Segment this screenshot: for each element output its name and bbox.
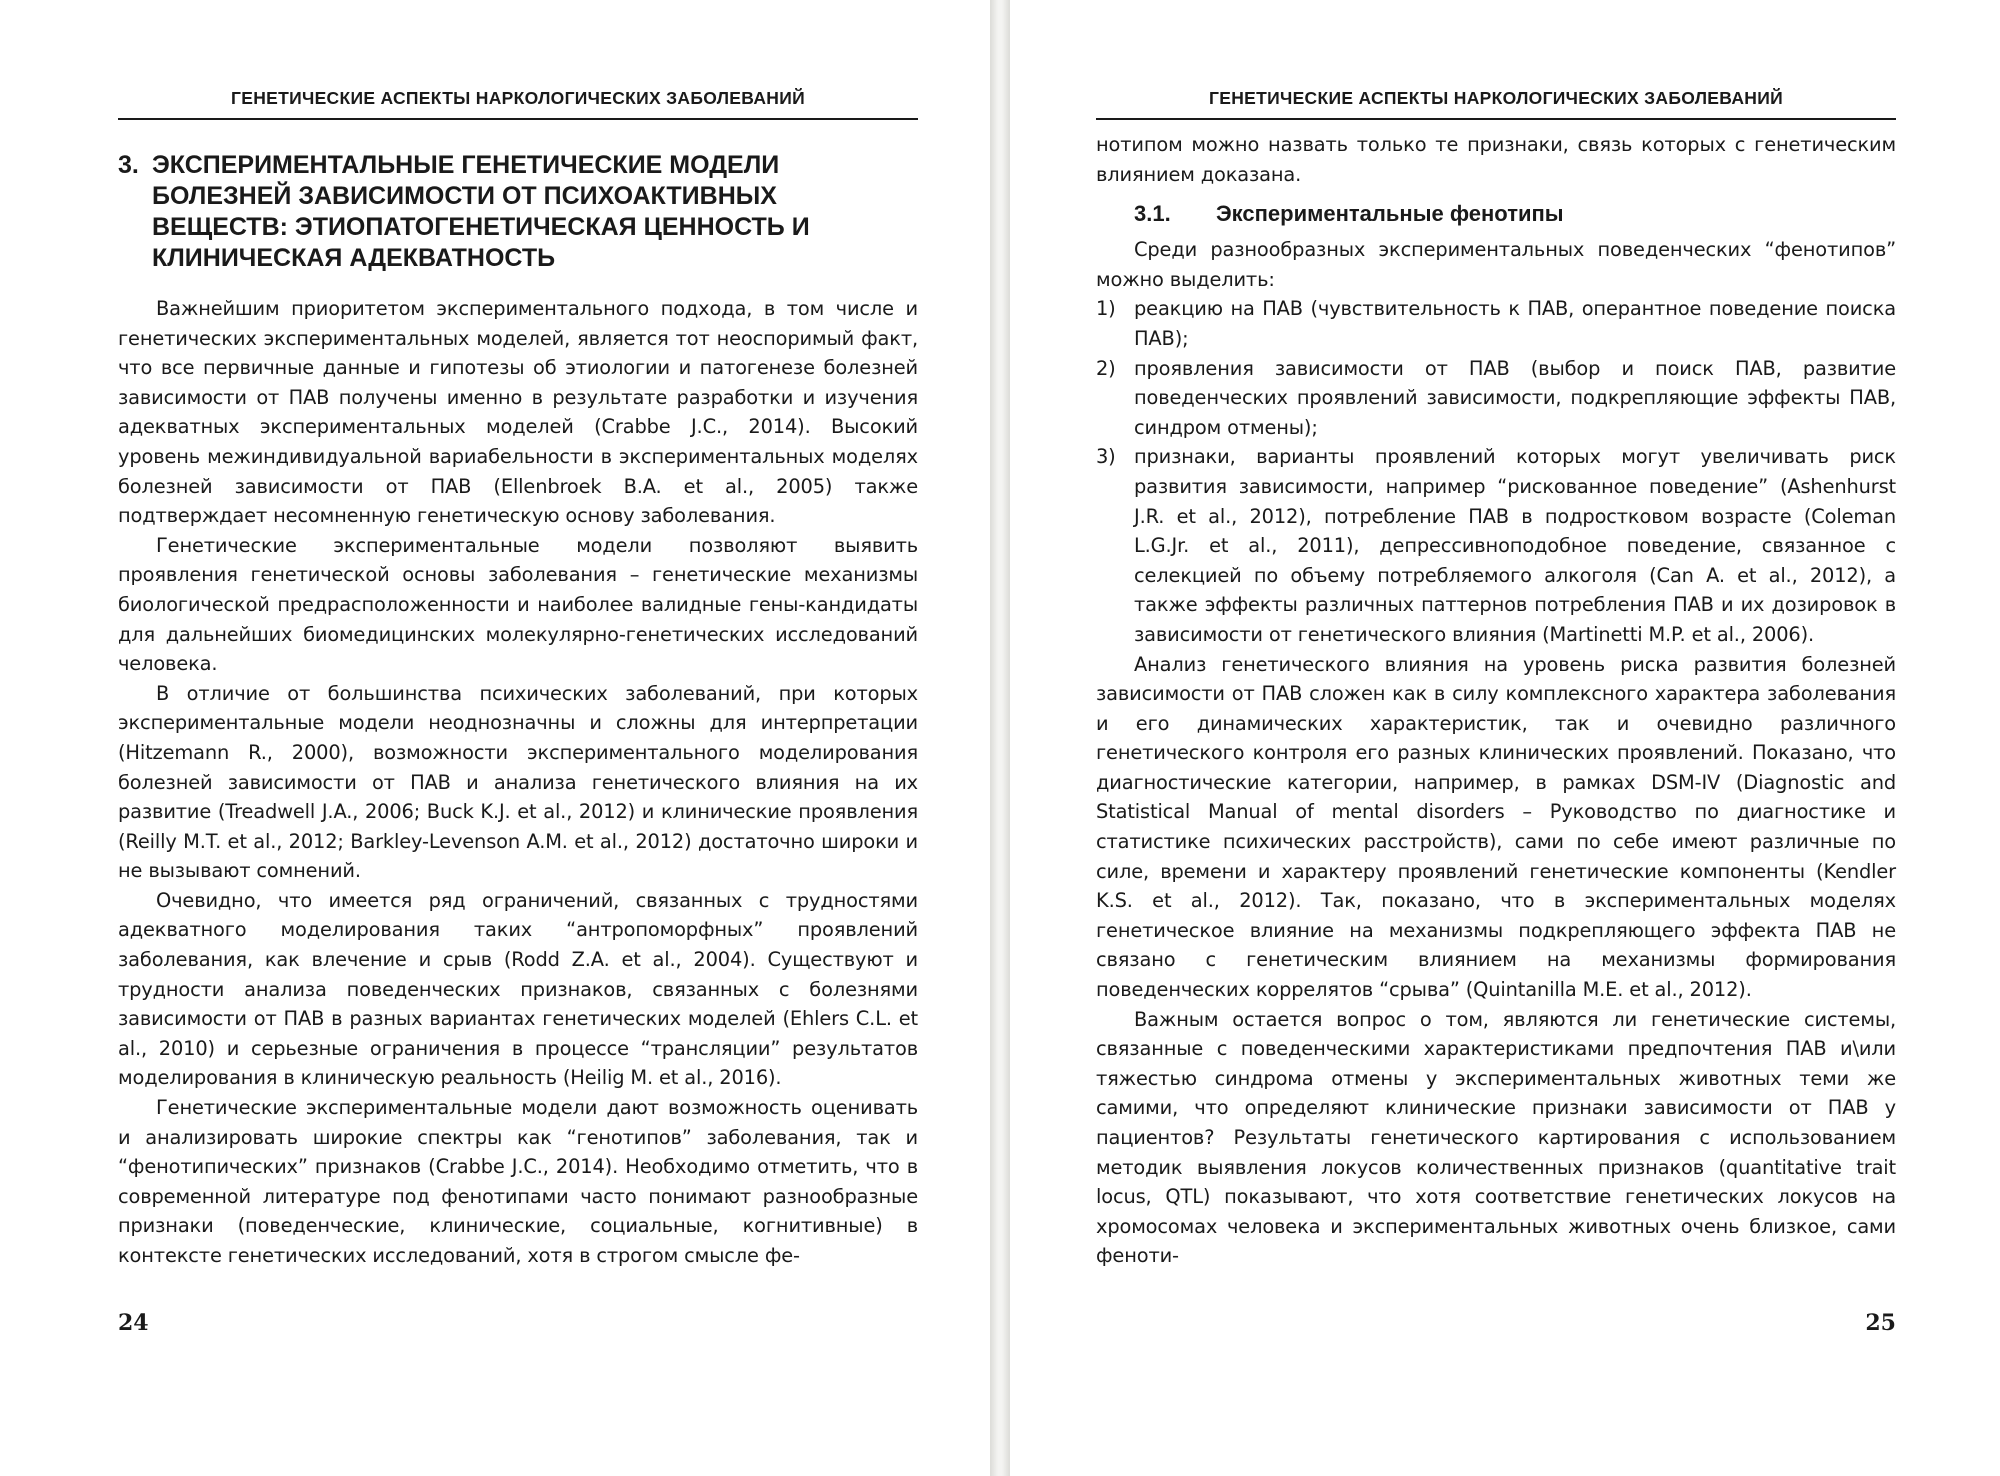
left-body-text <box>118 294 918 1271</box>
right-page <box>1010 0 2000 1476</box>
list-item-text: реакцию на ПАВ (чувствительность к ПАВ, оперантное поведение поиска ПАВ); <box>1134 297 1896 350</box>
chapter-number: 3. <box>118 151 139 179</box>
left-page-content <box>118 88 918 1271</box>
paragraph: Важнейшим приоритетом экспериментального подхода, в том числе и генетических экспериментальных моделей, является тот неоспоримый факт, что все первичные данные и гипотезы об этиологии и патогенезе болезней зависимости от ПАВ получены именно в результате разработки и изучения адекватных экспериментальных моделей (Crabbe J.C., 2014). Высокий уровень межиндивидуальной вариабельности в экспериментальных моделях болезней зависимости от ПАВ (Ellenbroek B.A. et al., 2005) также подтверждает несомненную генетическую основу заболевания. <box>118 297 918 528</box>
running-head: ГЕНЕТИЧЕСКИЕ АСПЕКТЫ НАРКОЛОГИЧЕСКИХ ЗАБОЛЕВАНИЙ <box>1096 88 1896 120</box>
subsection-number: 3.1. <box>1134 201 1171 227</box>
chapter-heading <box>118 150 918 274</box>
list-marker: 3) <box>1096 445 1116 469</box>
page-number: 24 <box>118 1310 149 1336</box>
paragraph: Генетические экспериментальные модели дают возможность оценивать и анализировать широкие спектры как “генотипов” заболевания, так и “фенотипических” признаков (Crabbe J.C., 2014). Необходимо отметить, что в современной литературе под фенотипами часто понимают разнообразные признаки (поведенческие, клинические, социальные, когнитивные) в контексте генетических исследований, хотя в строгом смысле фе- <box>118 1096 918 1267</box>
list-item-text: проявления зависимости от ПАВ (выбор и поиск ПАВ, развитие поведенческих проявлений зависимости, подкрепляющие эффекты ПАВ, синдром отмены); <box>1134 356 1896 439</box>
list-item <box>1096 442 1896 649</box>
list-item <box>1096 294 1896 353</box>
paragraph: Важным остается вопрос о том, являются ли генетические системы, связанные с поведенческими характеристиками предпочтения ПАВ и\или тяжестью синдрома отмены у экспериментальных животных теми же самими, что определяют клинические признаки зависимости от ПАВ у пациентов? Результаты генетического картирования с использованием методик выявления локусов количественных признаков (quantitative trait locus, QTL) показывают, что хотя соответствие генетических локусов на хромосомах человека и экспериментальных животных очень близкое, сами феноти- <box>1096 1007 1896 1268</box>
list-marker: 1) <box>1096 297 1116 321</box>
continuation-text: нотипом можно назвать только те признаки, связь которых с генетическим влиянием доказана. <box>1096 133 1896 186</box>
list-marker: 2) <box>1096 356 1116 380</box>
list-item <box>1096 354 1896 443</box>
subsection-title: Экспериментальные фенотипы <box>1216 201 1564 227</box>
chapter-title: ЭКСПЕРИМЕНТАЛЬНЫЕ ГЕНЕТИЧЕСКИЕ МОДЕЛИ БОЛЕЗНЕЙ ЗАВИСИМОСТИ ОТ ПСИХОАКТИВНЫХ ВЕЩЕСТВ: ЭТИОПАТОГЕНЕТИЧЕСКАЯ ЦЕННОСТЬ И КЛИНИЧЕСКАЯ АДЕКВАТНОСТЬ <box>152 151 810 272</box>
list-item-text: признаки, варианты проявлений которых могут увеличивать риск развития зависимости, например “рискованное поведение” (Ashenhurst J.R. et al., 2012), потребление ПАВ в подростковом возрасте (Coleman L.G.Jr. et al., 2011), депрессивноподобное поведение, связанное с селекцией по объему потребляемого алкоголя (Can A. et al., 2012), а также эффекты различных паттернов потребления ПАВ и их дозировок в зависимости от генетического влияния (Martinetti M.P. et al., 2006). <box>1134 445 1896 646</box>
book-gutter <box>990 0 1010 1476</box>
right-body-list <box>1096 235 1896 1271</box>
paragraph: Анализ генетического влияния на уровень риска развития болезней зависимости от ПАВ сложен как в силу комплексного характера заболевания и его динамических характеристик, так и очевидно различного генетического контроля его разных клинических проявлений. Показано, что диагностические категории, например, в рамках DSM-IV (Diagnostic and Statistical Manual of mental disorders – Руководство по диагностике и статистике психических расстройств), сами по себе имеют различные по силе, времени и характеру проявлений генетические компоненты (Kendler K.S. et al., 2012). Так, показано, что в экспериментальных моделях генетическое влияние на механизмы подкрепляющего эффекта ПАВ не связано с генетическим влиянием на механизмы формирования поведенческих коррелятов “срыва” (Quintanilla M.E. et al., 2012). <box>1096 652 1896 1002</box>
paragraph: Очевидно, что имеется ряд ограничений, связанных с трудностями адекватного моделирования таких “антропоморфных” проявлений заболевания, как влечение и срыв (Rodd Z.A. et al., 2004). Существуют и трудности анализа поведенческих признаков, связанных с болезнями зависимости от ПАВ в разных вариантах генетических моделей (Ehlers C.L. et al., 2010) и серьезные ограничения в процессе “трансляции” результатов моделирования в клиническую реальность (Heilig M. et al., 2016). <box>118 888 918 1090</box>
running-head: ГЕНЕТИЧЕСКИЕ АСПЕКТЫ НАРКОЛОГИЧЕСКИХ ЗАБОЛЕВАНИЙ <box>118 88 918 120</box>
page-number: 25 <box>1865 1310 1896 1336</box>
left-page <box>0 0 990 1476</box>
list-intro: Среди разнообразных экспериментальных поведенческих “фенотипов” можно выделить: <box>1096 238 1896 291</box>
subsection-heading <box>1134 201 1896 227</box>
right-body-text <box>1096 130 1896 189</box>
right-page-content <box>1096 88 1896 1271</box>
paragraph: В отличие от большинства психических заболеваний, при которых экспериментальные модели неоднозначны и сложны для интерпретации (Hitzemann R., 2000), возможности экспериментального моделирования болезней зависимости от ПАВ и анализа генетического влияния на их развитие (Treadwell J.A., 2006; Buck K.J. et al., 2012) и клинические проявления (Reilly M.T. et al., 2012; Barkley-Levenson A.M. et al., 2012) достаточно широки и не вызывают сомнений. <box>118 681 918 883</box>
paragraph: Генетические экспериментальные модели позволяют выявить проявления генетической основы заболевания – генетические механизмы биологической предрасположенности и наиболее валидные гены-кандидаты для дальнейших биомедицинских молекулярно-генетических исследований человека. <box>118 533 918 676</box>
